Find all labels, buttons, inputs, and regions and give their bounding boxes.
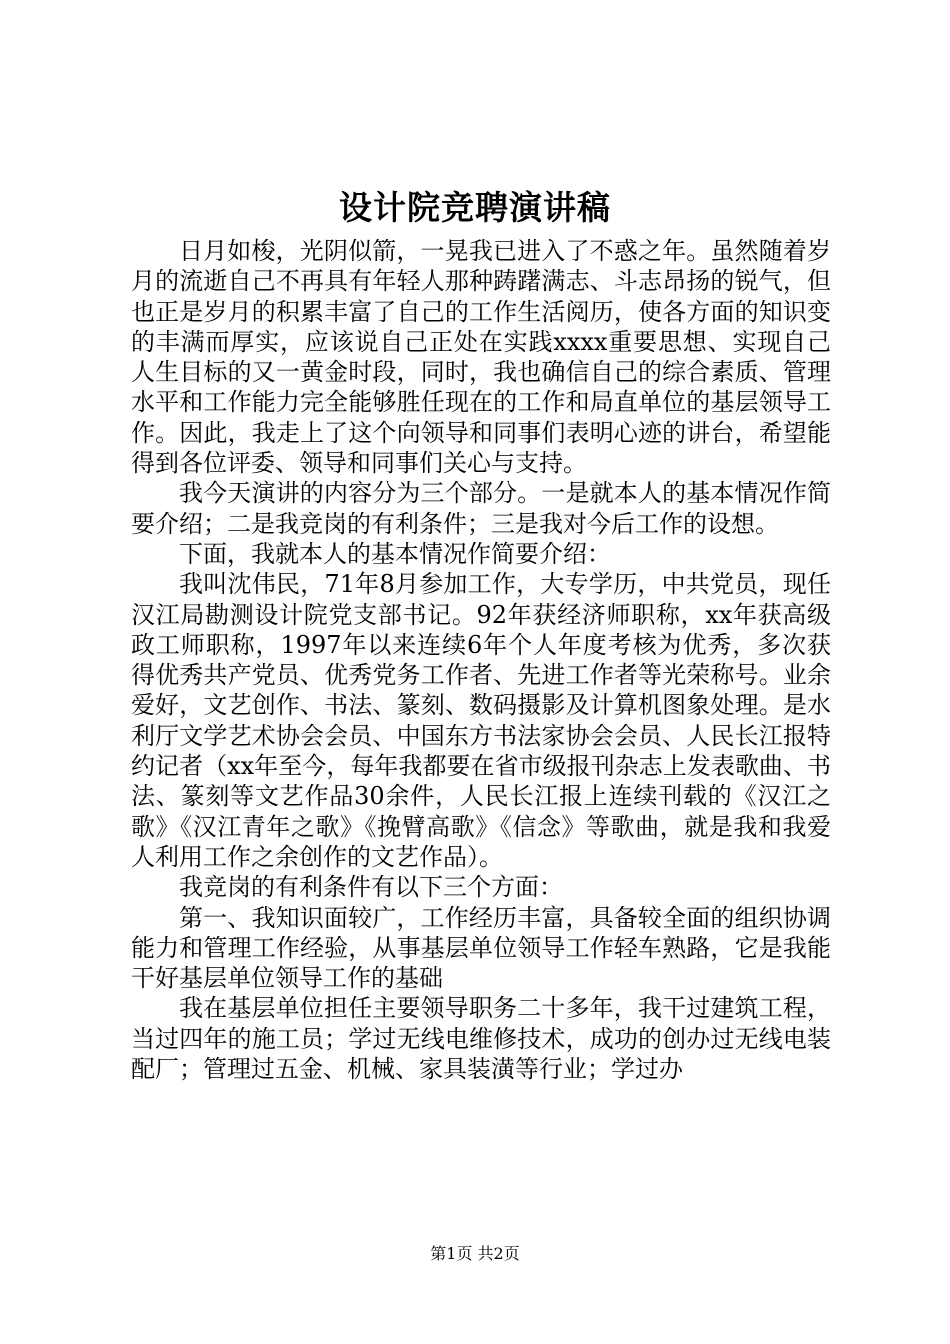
paragraph-section-heading: 下面，我就本人的基本情况作简要介绍： [179, 539, 611, 568]
paragraph-personal-info: 我叫沈伟民，71年8月参加工作，大专学历，中共党员，现任汉江局勘测设计院党支部书记。92年获经济师职称，xx年获高级政工师职称，1997年以来连续6年个人年度考核为优秀，多次获得优秀共产党员、优秀党务工作者、先进工作者等光荣称号。业余爱好，文艺创作、书法、篆刻、数码摄影及计算机图象处理。是水利厅文学艺术协会会员、中国东方书法家协会会员、人民长江报特约记者（xx年至今，每年我都要在省市级报刊杂志上发表歌曲、书法、篆刻等文艺作品30余件，人民长江报上连续刊载的《汉江之歌》《汉江青年之歌》《挽臂高歌》《信念》等歌曲，就是我和我爱人利用工作之余创作的文艺作品）。 [131, 570, 831, 871]
document-body [131, 236, 831, 1084]
paragraph-advantages-heading: 我竞岗的有利条件有以下三个方面： [179, 873, 563, 902]
paragraph-outline: 我今天演讲的内容分为三个部分。一是就本人的基本情况作简要介绍；二是我竞岗的有利条件；三是我对今后工作的设想。 [131, 479, 831, 538]
paragraph-experience: 我在基层单位担任主要领导职务二十多年，我干过建筑工程，当过四年的施工员；学过无线电维修技术，成功的创办过无线电装配厂；管理过五金、机械、家具装潢等行业；学过办 [131, 994, 831, 1084]
document-title: 设计院竞聘演讲稿 [339, 188, 611, 227]
paragraph-advantage-one: 第一、我知识面较广，工作经历丰富，具备较全面的组织协调能力和管理工作经验，从事基层单位领导工作轻车熟路，它是我能干好基层单位领导工作的基础 [131, 903, 831, 993]
paragraph-intro: 日月如梭，光阴似箭，一晃我已进入了不惑之年。虽然随着岁月的流逝自己不再具有年轻人那种踌躇满志、斗志昂扬的锐气，但也正是岁月的积累丰富了自己的工作生活阅历，使各方面的知识变的丰满而厚实，应该说自己正处在实践xxxx重要思想、实现自己人生目标的又一黄金时段，同时，我也确信自己的综合素质、管理水平和工作能力完全能够胜任现在的工作和局直单位的基层领导工作。因此，我走上了这个向领导和同事们表明心迹的讲台，希望能得到各位评委、领导和同事们关心与支持。 [131, 237, 831, 478]
page-number-footer: 第1页 共2页 [430, 1244, 520, 1263]
